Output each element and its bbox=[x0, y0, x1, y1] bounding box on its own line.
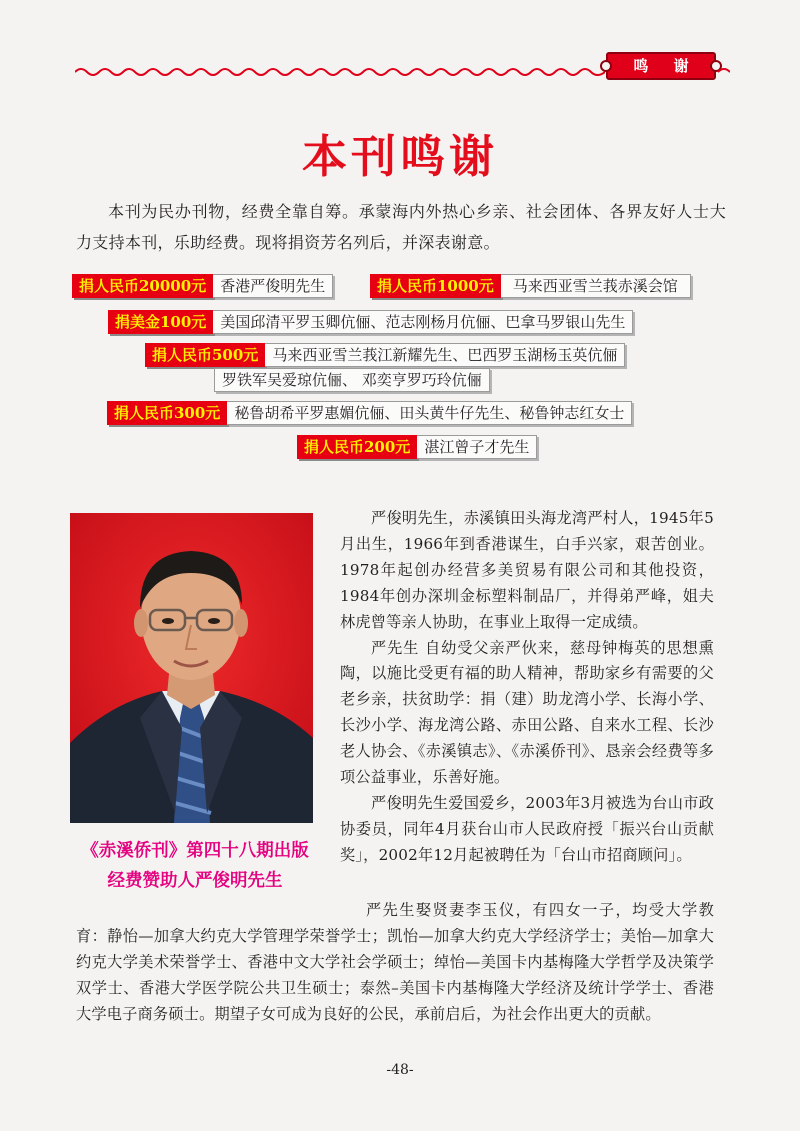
bio-paragraph: 严先生 自幼受父亲严伙来，慈母钟梅英的思想熏陶，以施比受更有福的助人精神，帮助家乡有需要的父老乡亲，扶贫助学：捐（建）助龙湾小学、长海小学、长沙小学、海龙湾公路、赤田公路、自来水工程、长沙老人协会、《赤溪镇志》、《赤溪侨刊》、恳亲会经费等多项公益事业，乐善好施。 bbox=[340, 638, 714, 787]
donation-row bbox=[297, 435, 537, 459]
biography-column bbox=[340, 506, 714, 869]
donor-name: 马来西亚雪兰莪赤溪会馆 bbox=[501, 274, 691, 298]
donation-amount: 捐人民币500元 bbox=[145, 343, 265, 367]
header-wave-end bbox=[718, 66, 730, 78]
intro-paragraph: 本刊为民办刊物，经费全靠自筹。承蒙海内外热心乡亲、社会团体、各界友好人士大力支持本刊，乐助经费。现将捐资芳名列后，并深表谢意。 bbox=[76, 202, 726, 252]
page-number: -48- bbox=[386, 1062, 414, 1078]
page-title: 本刊鸣谢 bbox=[301, 130, 498, 183]
caption-line: 《赤溪侨刊》第四十八期出版 bbox=[81, 841, 309, 861]
donation-row bbox=[370, 274, 691, 298]
donation-row bbox=[72, 274, 333, 298]
donation-row bbox=[107, 401, 632, 425]
donation-amount: 捐人民币300元 bbox=[107, 401, 227, 425]
bio-paragraph: 严先生娶贤妻李玉仪，有四女一子，均受大学教育：静怡—加拿大约克大学管理学荣誉学士；凯怡—加拿大约克大学经济学士；美怡—加拿大约克大学美术荣誉学士、香港中文大学社会学硕士；绰怡—美国卡内基梅隆大学哲学及决策学双学士、香港大学医学院公共卫生硕士；泰然–美国卡内基梅隆大学经济及统计学学士、香港大学电子商务硕士。期望子女可成为良好的公民，承前启后，为社会作出更大的贡献。 bbox=[76, 901, 714, 1023]
caption-line: 经费赞助人严俊明先生 bbox=[107, 871, 283, 891]
section-tag: 鸣 谢 bbox=[606, 52, 716, 80]
donation-amount: 捐人民币1000元 bbox=[370, 274, 501, 298]
header-wave-ornament bbox=[75, 66, 605, 78]
donor-name: 马来西亚雪兰莪江新耀先生、巴西罗玉湖杨玉英伉俪 bbox=[265, 343, 625, 367]
portrait-illustration bbox=[70, 513, 313, 823]
donation-amount: 捐人民币20000元 bbox=[72, 274, 213, 298]
bio-paragraph: 严俊明先生爱国爱乡，2003年3月被选为台山市政协委员，同年4月获台山市人民政府授「振兴台山贡献奖」，2002年12月起被聘任为「台山市招商顾问」。 bbox=[340, 793, 714, 864]
photo-caption bbox=[60, 836, 330, 896]
donation-row bbox=[108, 310, 633, 334]
donation-amount: 捐人民币200元 bbox=[297, 435, 417, 459]
donation-row-continued bbox=[214, 368, 490, 392]
portrait-photo bbox=[70, 513, 313, 823]
donation-amount: 捐美金100元 bbox=[108, 310, 213, 334]
donor-name: 罗铁军吴爱琼伉俪、 邓奕亨罗巧玲伉俪 bbox=[214, 368, 490, 392]
biography-full-width bbox=[76, 898, 714, 1028]
donor-name: 湛江曾子才先生 bbox=[417, 435, 537, 459]
donor-name: 秘鲁胡希平罗惠媚伉俪、田头黄牛仔先生、秘鲁钟志红女士 bbox=[227, 401, 632, 425]
bio-paragraph: 严俊明先生，赤溪镇田头海龙湾严村人，1945年5月出生，1966年到香港谋生，白手兴家，艰苦创业。1978年起创办经营多美贸易有限公司和其他投资，1984年创办深圳金标塑料制品厂，并得弟严峰，姐夫林虎曾等亲人协助，在事业上取得一定成绩。 bbox=[340, 509, 714, 631]
donor-name: 美国邱清平罗玉卿伉俪、范志刚杨月伉俪、巴拿马罗银山先生 bbox=[213, 310, 633, 334]
donation-row bbox=[145, 343, 625, 367]
donor-name: 香港严俊明先生 bbox=[213, 274, 333, 298]
